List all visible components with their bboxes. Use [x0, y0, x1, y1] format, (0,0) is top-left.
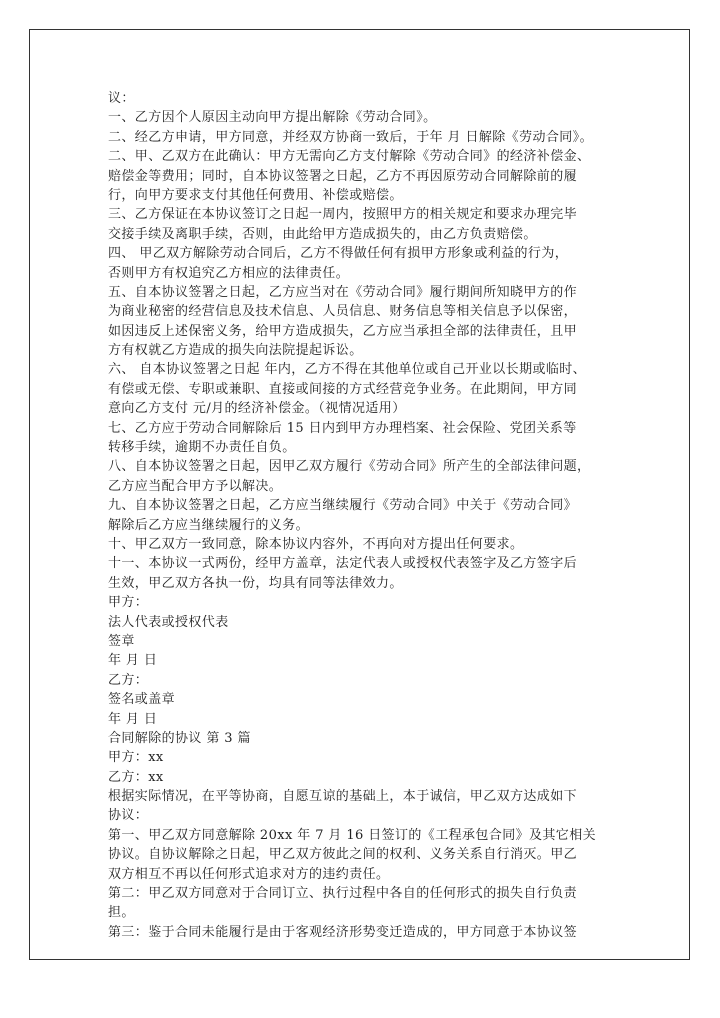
text-line: 第三：鉴于合同未能履行是由于客观经济形势变迁造成的，甲方同意于本协议签	[108, 924, 578, 940]
text-line: 八、自本协议签署之日起，因甲乙双方履行《劳动合同》所产生的全部法律问题，	[108, 459, 591, 475]
text-line: 年 月 日	[108, 711, 158, 727]
text-line: 签章	[108, 633, 135, 649]
text-line: 甲方：	[108, 595, 149, 611]
document-body	[108, 89, 628, 942]
text-line: 一、乙方因个人原因主动向甲方提出解除《劳动合同》。	[108, 110, 437, 126]
text-line: 交接手续及离职手续，否则，由此给甲方造成损失的，由乙方负责赔偿。	[108, 226, 537, 242]
text-line: 赔偿金等费用；同时，自本协议签署之日起，乙方不再因原劳动合同解除前的履	[108, 168, 578, 184]
text-line: 解除后乙方应当继续履行的义务。	[108, 517, 310, 533]
text-line: 五、自本协议签署之日起，乙方应当对在《劳动合同》履行期间所知晓甲方的作	[108, 284, 578, 300]
text-line: 第一、甲乙双方同意解除 20xx 年 7 月 16 日签订的《工程承包合同》及其它相关	[108, 827, 597, 843]
text-line: 十、甲乙双方一致同意，除本协议内容外，不再向对方提出任何要求。	[108, 536, 524, 552]
text-line: 生效，甲乙双方各执一份，均具有同等法律效力。	[108, 575, 403, 591]
text-line: 合同解除的协议 第 3 篇	[108, 730, 251, 746]
text-line: 法人代表或授权代表	[108, 614, 229, 630]
text-line: 乙方：xx	[108, 769, 164, 785]
text-line: 三、乙方保证在本协议签订之日起一周内，按照甲方的相关规定和要求办理完毕	[108, 207, 578, 223]
text-line: 担。	[108, 905, 135, 921]
text-line: 协议：	[108, 808, 149, 824]
text-line: 第二：甲乙双方同意对于合同订立、执行过程中各自的任何形式的损失自行负责	[108, 886, 578, 902]
text-line: 二、甲、乙双方在此确认：甲方无需向乙方支付解除《劳动合同》的经济补偿金、	[108, 149, 591, 165]
text-line: 意向乙方支付 元/月的经济补偿金。（视情况适用）	[108, 401, 406, 417]
text-line: 甲方：xx	[108, 750, 164, 766]
text-line: 否则甲方有权追究乙方相应的法律责任。	[108, 265, 350, 281]
text-line: 九、自本协议签署之日起，乙方应当继续履行《劳动合同》中关于《劳动合同》	[108, 498, 578, 514]
text-line: 根据实际情况，在平等协商，自愿互谅的基础上，本于诚信，甲乙双方达成如下	[108, 789, 578, 805]
text-line: 有偿或无偿、专职或兼职、直接或间接的方式经营竞争业务。在此期间，甲方同	[108, 381, 578, 397]
text-line: 十一、本协议一式两份，经甲方盖章，法定代表人或授权代表签字及乙方签字后	[108, 556, 578, 572]
text-line: 方有权就乙方造成的损失向法院提起诉讼。	[108, 343, 363, 359]
text-line: 转移手续，逾期不办责任自负。	[108, 440, 296, 456]
text-line: 乙方：	[108, 672, 149, 688]
text-line: 乙方应当配合甲方予以解决。	[108, 478, 283, 494]
text-line: 二、经乙方申请，甲方同意，并经双方协商一致后，于年 月 日解除《劳动合同》。	[108, 129, 593, 145]
text-line: 七、乙方应于劳动合同解除后 15 日内到甲方办理档案、社会保险、党团关系等	[108, 420, 577, 436]
text-line: 年 月 日	[108, 653, 158, 669]
text-line: 双方相互不再以任何形式追求对方的违约责任。	[108, 866, 390, 882]
text-line: 六、 自本协议签署之日起 年内，乙方不得在其他单位或自己开业以长期或临时、	[108, 362, 587, 378]
text-line: 签名或盖章	[108, 692, 176, 708]
text-line: 四、 甲乙双方解除劳动合同后，乙方不得做任何有损甲方形象或利益的行为，	[108, 246, 569, 262]
text-line: 议：	[108, 91, 135, 106]
text-line: 协议。自协议解除之日起，甲乙双方彼此之间的权利、义务关系自行消灭。甲乙	[108, 847, 578, 863]
text-line: 行，向甲方要求支付其他任何费用、补偿或赔偿。	[108, 187, 403, 203]
text-line: 为商业秘密的经营信息及技术信息、人员信息、财务信息等相关信息予以保密，	[108, 304, 578, 320]
text-line: 如因违反上述保密义务，给甲方造成损失，乙方应当承担全部的法律责任，且甲	[108, 323, 578, 339]
